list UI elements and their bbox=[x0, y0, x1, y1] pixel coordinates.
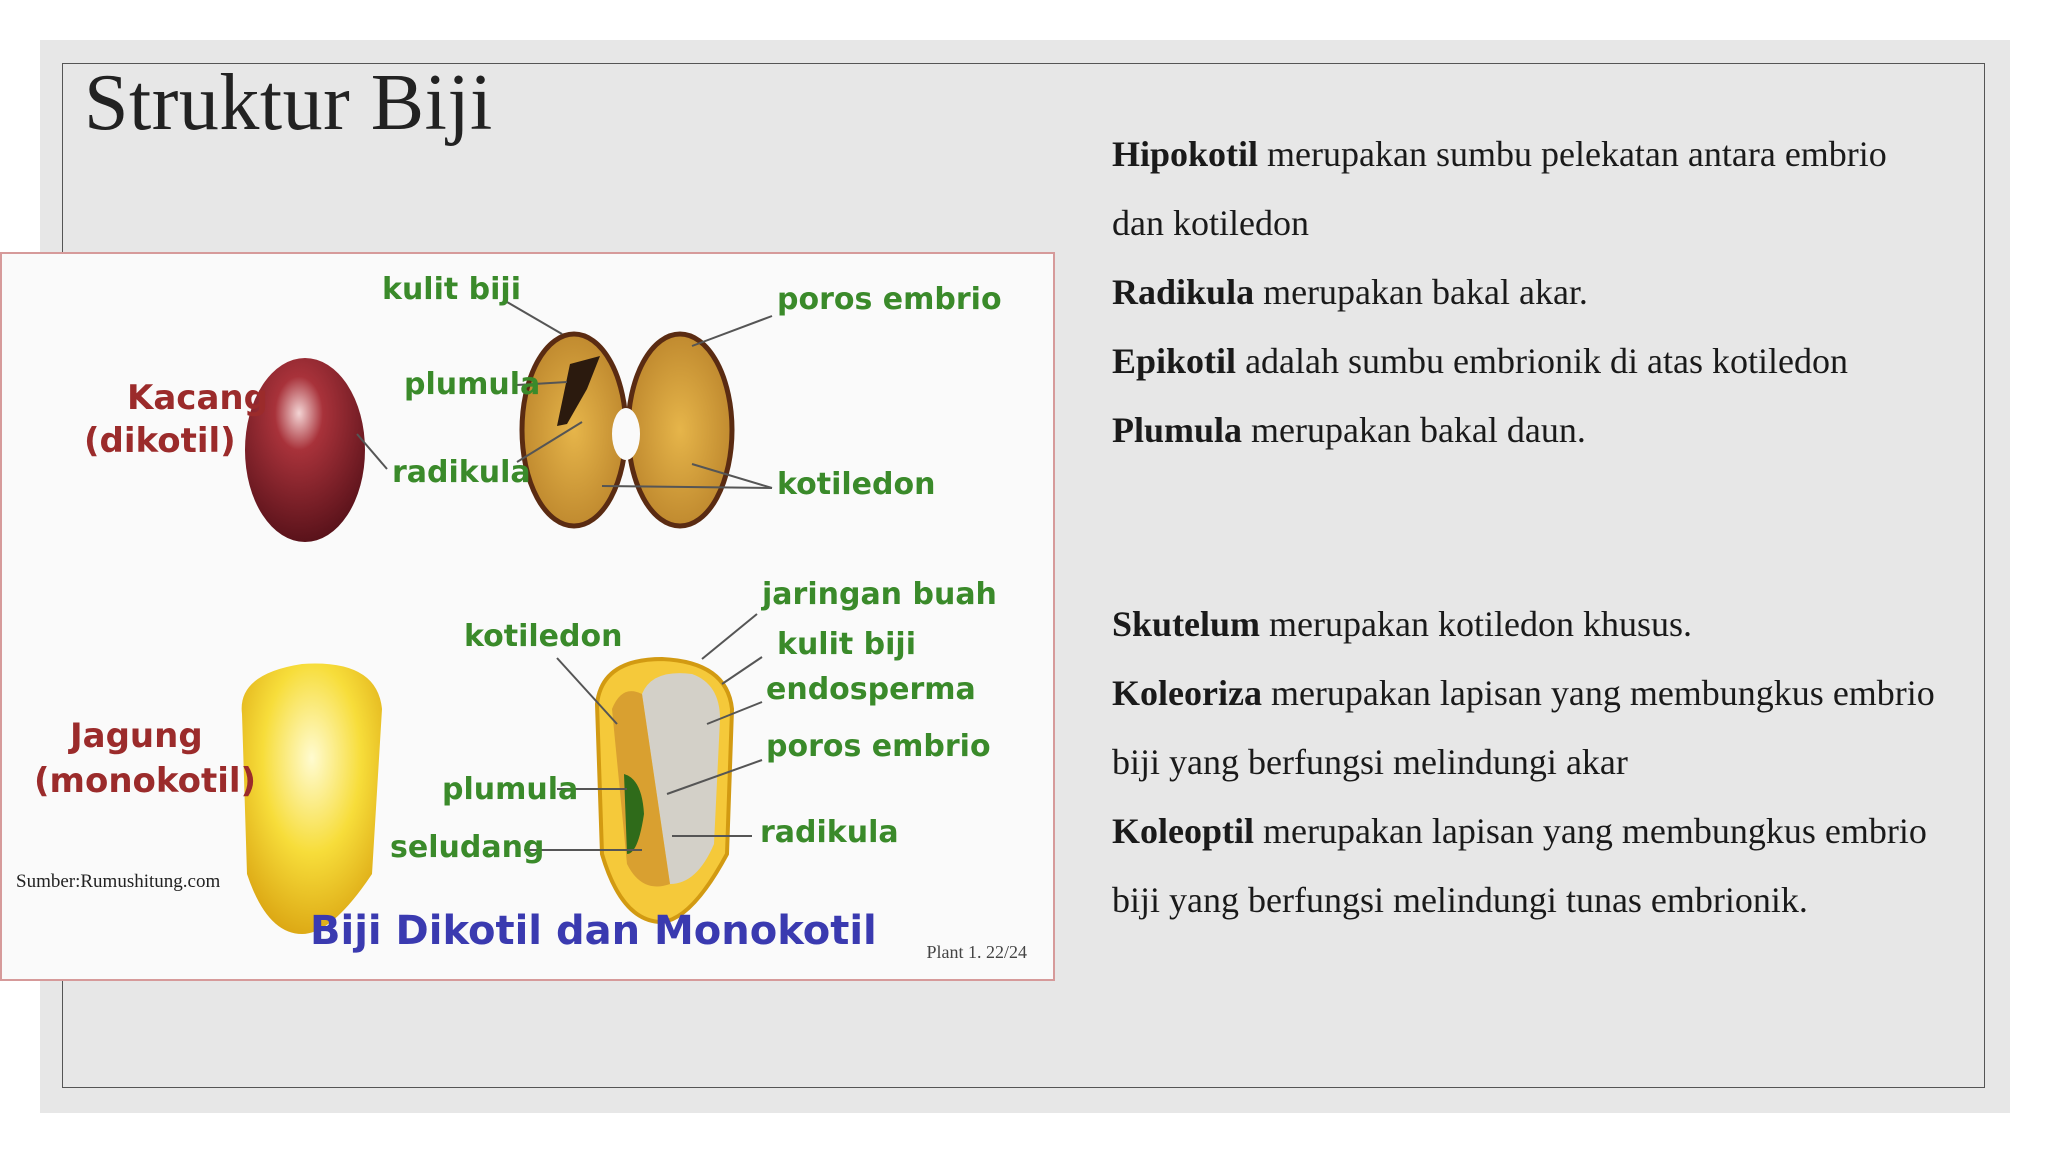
definition-line: Koleoriza merupakan lapisan yang membungkus embrio bbox=[1112, 673, 1935, 713]
label-monocot-jaringan-buah: jaringan buah bbox=[762, 577, 997, 612]
label-dicot-kotiledon: kotiledon bbox=[777, 467, 936, 502]
label-jagung: Jagung bbox=[70, 716, 203, 756]
slide-title: Struktur Biji bbox=[84, 59, 493, 147]
definition-line: Epikotil adalah sumbu embrionik di atas kotiledon bbox=[1112, 341, 1848, 381]
figure-plate-number: Plant 1. 22/24 bbox=[926, 942, 1027, 962]
definition-line: biji yang berfungsi melindungi tunas embrionik. bbox=[1112, 880, 1808, 920]
definition-line: biji yang berfungsi melindungi akar bbox=[1112, 742, 1628, 782]
bean-hilum-gap bbox=[612, 408, 640, 460]
label-monokotil: (monokotil) bbox=[34, 761, 257, 801]
label-monocot-seludang: seludang bbox=[390, 830, 545, 865]
label-dikotil: (dikotil) bbox=[84, 421, 236, 461]
label-dicot-poros-embrio: poros embrio bbox=[777, 282, 1002, 317]
label-dicot-kulit-biji: kulit biji bbox=[382, 272, 521, 307]
figure-source: Sumber:Rumushitung.com bbox=[16, 871, 221, 892]
label-monocot-plumula: plumula bbox=[442, 772, 579, 807]
definitions-group-1 bbox=[1112, 120, 1887, 465]
corn-whole-shape bbox=[242, 664, 382, 934]
seed-structure-figure bbox=[0, 252, 1055, 981]
label-dicot-radikula: radikula bbox=[392, 455, 531, 490]
label-monocot-poros-embrio: poros embrio bbox=[766, 729, 991, 764]
definition-line: Koleoptil merupakan lapisan yang membungkus embrio bbox=[1112, 811, 1927, 851]
definition-line: Plumula merupakan bakal daun. bbox=[1112, 410, 1586, 450]
definitions-group-2 bbox=[1112, 590, 1935, 935]
label-monocot-endosperma: endosperma bbox=[766, 672, 976, 707]
bean-cotyledon-right bbox=[628, 334, 732, 526]
label-kacang: Kacang bbox=[127, 378, 268, 418]
label-monocot-radikula: radikula bbox=[760, 815, 899, 850]
definition-line: Radikula merupakan bakal akar. bbox=[1112, 272, 1588, 312]
label-monocot-kulit-biji: kulit biji bbox=[777, 627, 916, 662]
definition-line: dan kotiledon bbox=[1112, 203, 1309, 243]
figure-caption: Biji Dikotil dan Monokotil bbox=[310, 908, 877, 954]
definition-line: Hipokotil merupakan sumbu pelekatan antara embrio bbox=[1112, 134, 1887, 174]
label-dicot-plumula: plumula bbox=[404, 367, 541, 402]
label-monocot-kotiledon: kotiledon bbox=[464, 619, 623, 654]
bean-cotyledon-left bbox=[522, 334, 626, 526]
definition-line: Skutelum merupakan kotiledon khusus. bbox=[1112, 604, 1692, 644]
